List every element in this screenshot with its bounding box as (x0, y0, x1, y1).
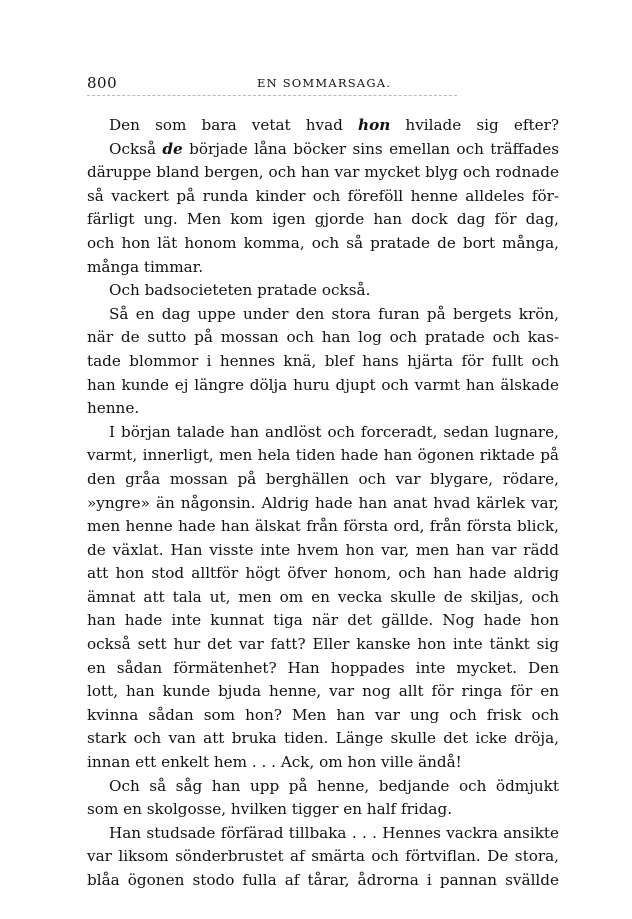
text-line: den gråa mossan på berghällen och var blygare, rödare, (87, 469, 559, 488)
text-line: så vackert på runda kinder och föreföll henne alldeles för- (87, 186, 559, 205)
text-line: men henne hade han älskat från första ord, från första blick, (87, 517, 559, 536)
emphasis-word: hon (358, 116, 391, 134)
text-line: blåa ögonen stodo fulla af tårar, ådrorna i pannan svällde (87, 871, 559, 889)
text-line: Och badsocieteten pratade också. (109, 281, 371, 300)
text-line: som en skolgosse, hvilken tigger en half fridag. (87, 800, 453, 819)
text-line: att hon stod alltför högt öfver honom, och han hade aldrig (87, 564, 559, 583)
body-text (87, 114, 559, 893)
text-line: när de sutto på mossan och han log och pratade och kas- (87, 328, 559, 347)
text-line: han hade inte kunnat tiga när det gällde. Nog hade hon (87, 611, 559, 630)
text-line: tade blommor i hennes knä, blef hans hjärta för fullt och (87, 351, 559, 370)
text-line: de växlat. Han visste inte hvem hon var, men han var rädd (87, 540, 559, 559)
text-line: Han studsade förfärad tillbaka . . . Hennes vackra ansikte (109, 823, 559, 842)
text-line: Också de började låna böcker sins emellan och träffades (109, 139, 560, 158)
text-line: Den som bara vetat hvad hon hvilade sig efter? (109, 116, 559, 134)
text-line: var liksom sönderbrustet af smärta och förtviflan. De stora, (87, 847, 559, 866)
text-line: däruppe bland bergen, och han var mycket blyg och rodnade (87, 163, 559, 182)
text-line: Så en dag uppe under den stora furan på bergets krön, (109, 304, 559, 323)
text-line: lott, han kunde bjuda henne, var nog allt för ringa för en (87, 682, 559, 701)
text-line: I början talade han andlöst och forceradt, sedan lugnare, (109, 422, 559, 441)
text-line: innan ett enkelt hem . . . Ack, om hon ville ändå! (87, 753, 462, 772)
text-line: färligt ung. Men kom igen gjorde han dock dag för dag, (87, 210, 559, 229)
text-line: många timmar. (87, 257, 204, 276)
running-title: EN SOMMARSAGA. (257, 76, 392, 90)
text-line: stark och van att bruka tiden. Länge skulle det icke dröja, (87, 729, 559, 748)
text-line: han kunde ej längre dölja huru djupt och varmt han älskade (87, 375, 559, 394)
page-number: 800 (87, 74, 118, 92)
text-line: ämnat att tala ut, men om en vecka skulle de skiljas, och (87, 587, 559, 606)
emphasis-word: de (162, 139, 183, 158)
text-line: en sådan förmätenhet? Han hoppades inte mycket. Den (87, 658, 559, 677)
text-line: också sett hur det var fatt? Eller kanske hon inte tänkt sig (87, 635, 559, 654)
text-line: kvinna sådan som hon? Men han var ung och frisk och (87, 705, 559, 724)
text-line: henne. (87, 399, 140, 418)
text-line: och hon lät honom komma, och så pratade de bort många, (87, 233, 559, 252)
text-line: »yngre» än någonsin. Aldrig hade han anat hvad kärlek var, (87, 493, 559, 512)
page-header (87, 74, 559, 96)
text-line: Och så såg han upp på henne, bedjande och ödmjukt (109, 776, 559, 795)
header-divider (87, 95, 457, 96)
text-line: varmt, innerligt, men hela tiden hade han ögonen riktade på (87, 446, 559, 465)
